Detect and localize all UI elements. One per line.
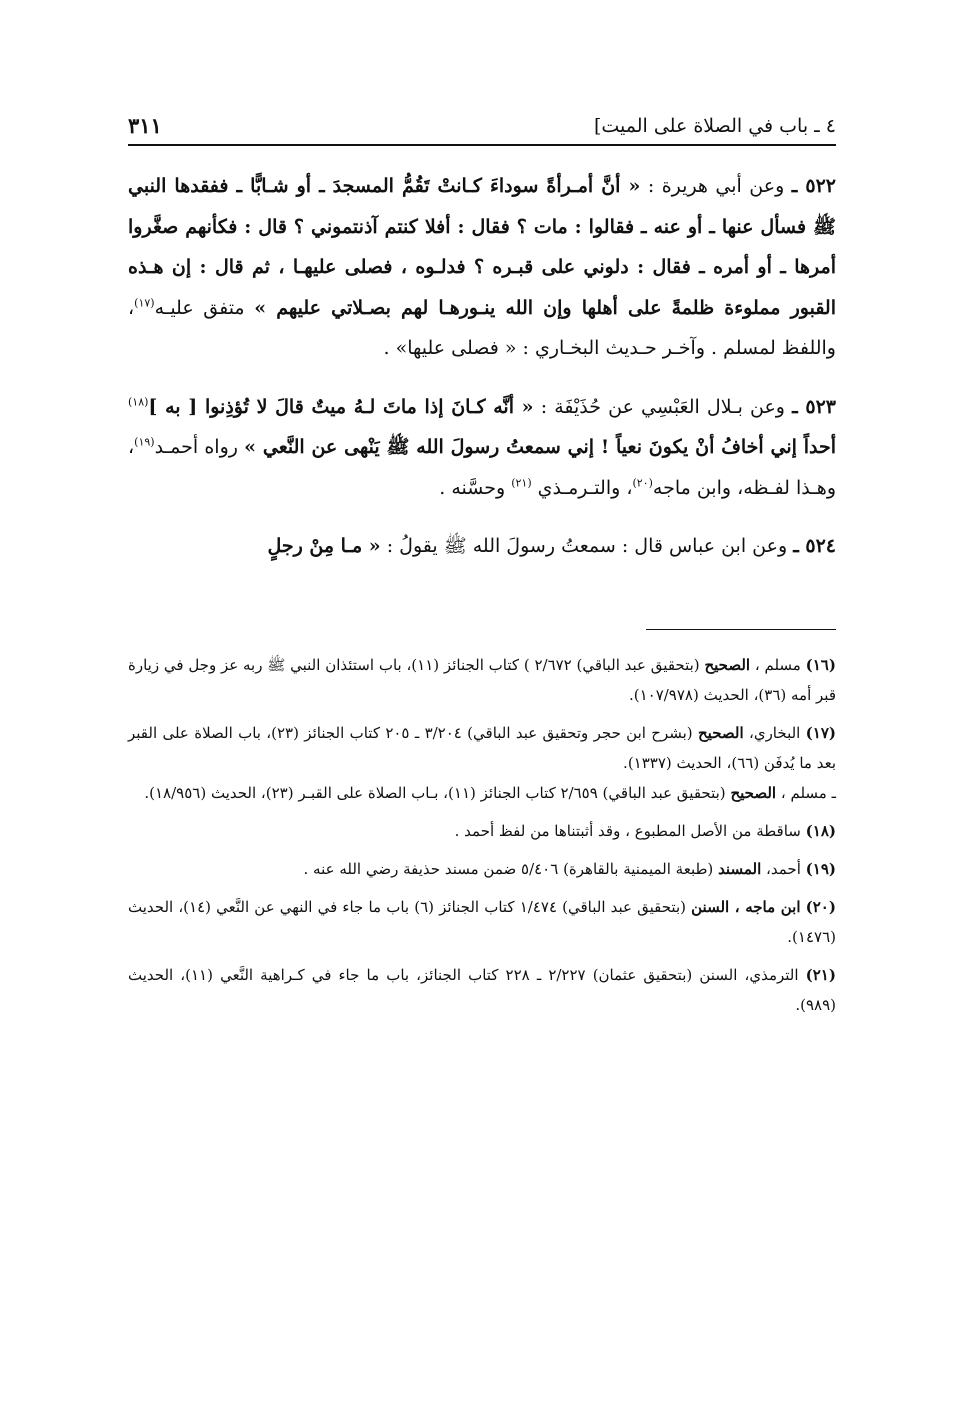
page-number: ٣١١ — [128, 112, 162, 138]
hadith-quote: « أنَّه كـانَ إذا ماتَ لـهُ ميتٌ قالَ لا تُؤذِنوا [ به ] — [148, 395, 534, 418]
hadith-number: ٥٢٤ ـ — [793, 535, 836, 557]
footnote-number: (٢١) — [805, 965, 836, 984]
chapter-title: ٤ ـ باب في الصلاة على الميت] — [593, 115, 836, 138]
footnote-subentry — [128, 778, 836, 808]
main-text — [128, 166, 836, 567]
footnote-number: (١٩) — [805, 859, 836, 878]
footnote-text: (طبعة الميمنية بالقاهرة) ٥/٤٠٦ ضمن مسند حذيفة رضي الله عنه . — [303, 859, 714, 878]
footnote-text: أحمد، — [766, 859, 801, 878]
hadith-source: ، والتـرمـذي — [537, 476, 633, 499]
hadith-number: ٥٢٣ ـ — [792, 395, 836, 418]
footnote-ref[interactable]: (١٨) — [128, 395, 149, 409]
footnote-text: الترمذي، السنن (بتحقيق عثمان) ٢/٢٢٧ ـ ٢٢٨ كتاب الجنائز، باب ما جاء في كـراهية النَّعي (١١)، الحديث (٩٨٩). — [128, 965, 836, 1014]
footnote-18 — [128, 816, 836, 846]
footnote-20 — [128, 892, 836, 952]
footnote-text: مسلم ، — [754, 655, 801, 674]
hadith-intro: وعن أبي هريرة : — [647, 175, 785, 197]
footnote-ref[interactable]: (١٧) — [134, 296, 155, 310]
hadith-source: وحسَّنه . — [439, 476, 506, 499]
footnote-book-title: المسند — [718, 859, 762, 878]
footnote-number: (١٨) — [805, 821, 836, 840]
footnote-text: ساقطة من الأصل المطبوع ، وقد أثبتناها من لفظ أحمد . — [454, 821, 801, 840]
hadith-quote: أحداً إني أخافُ أنْ يكونَ نعياً ! إني سمعتُ رسولَ الله ﷺ يَنْهى عن النَّعي » — [244, 436, 836, 458]
footnote-ref[interactable]: (٢٠) — [632, 476, 653, 490]
footnote-book-title: الصحيح — [730, 783, 777, 802]
running-header — [128, 100, 836, 146]
footnote-number: (١٧) — [805, 723, 837, 742]
hadith-number: ٥٢٢ ـ — [791, 175, 837, 197]
hadith-524 — [128, 526, 836, 567]
book-page — [128, 100, 836, 1028]
footnote-text: ـ مسلم ، — [780, 783, 836, 802]
footnote-text: (بتحقيق عبد الباقي) ٢/٦٥٩ كتاب الجنائز (١١)، بـاب الصلاة على القبـر (٢٣)، الحديث (١٨/٩٥٦). — [144, 783, 726, 802]
footnote-book-title: الصحيح — [704, 655, 751, 674]
footnote-19 — [128, 854, 836, 884]
footnote-divider — [646, 629, 836, 630]
footnote-16 — [128, 650, 836, 710]
footnote-book-title: الصحيح — [698, 723, 744, 742]
footnote-text: البخاري، — [748, 723, 801, 742]
hadith-quote: « أنَّ أمـرأةً سوداءَ كـانتْ تَقُمُّ المسجدَ ـ أو شـابًّا ـ ففقدها النبي ﷺ فسأل عنها ـ أو عنه ـ فقالوا : مات ؟ فقال : أفلا كنتم آذنتموني ؟ قال : فكأنهم صغَّروا أمرها ـ أو أمره ـ فقال : دلوني على قبـره ؟ فدلـوه ، فصلى عليهـا ، ثم قال : إن هـذه القبور مملوءة ظلمةً على أهلها وإن الله ينـورهـا لهم بصـلاتي عليهم » — [128, 175, 836, 319]
footnote-ref[interactable]: (١٩) — [134, 435, 155, 449]
hadith-source: ، وهـذا لفـظه، وابن ماجه — [128, 436, 836, 499]
footnote-number: (١٦) — [805, 655, 836, 674]
footnote-ref[interactable]: (٢١) — [511, 476, 532, 490]
hadith-intro: وعن بـلال العَبْسِي عن حُذَيْفَة : — [540, 395, 785, 418]
hadith-tail: ، واللفظ لمسلم . وآخـر حـديث البخـاري : « فصلى عليها» . — [128, 296, 836, 359]
footnote-17 — [128, 718, 836, 808]
hadith-source: رواه أحمـد — [154, 436, 238, 458]
hadith-tail: متفق عليـه — [154, 296, 245, 319]
hadith-intro: وعن ابن عباس قال : سمعتُ رسولَ الله ﷺ يقولُ : — [386, 535, 788, 557]
footnote-text: (بشرح ابن حجر وتحقيق عبد الباقي) ٣/٢٠٤ ـ ٢٠٥ كتاب الجنائز (٢٣)، باب الصلاة على القبر بعد ما يُدفَن (٦٦)، الحديث (١٣٣٧). — [128, 723, 836, 772]
footnote-21 — [128, 960, 836, 1020]
footnote-text: (بتحقيق عبد الباقي) ١/٤٧٤ كتاب الجنائز (٦) باب ما جاء في النهي عن النَّعي (١٤)، الحديث (١٤٧٦). — [128, 897, 836, 946]
footnotes-section — [128, 650, 836, 1020]
footnote-number: (٢٠) — [805, 897, 836, 916]
hadith-quote: « مـا مِنْ رجلٍ — [267, 535, 381, 557]
footnote-text: (بتحقيق عبد الباقي) ٢/٦٧٢ ) كتاب الجنائز (١١)، باب استئذان النبي ﷺ ربه عز وجل في زيارة قبر أمه (٣٦)، الحديث (١٠٧/٩٧٨). — [128, 655, 836, 704]
hadith-523 — [128, 387, 836, 509]
hadith-522 — [128, 166, 836, 369]
footnote-book-title: ابن ماجه ، السنن — [691, 897, 801, 916]
